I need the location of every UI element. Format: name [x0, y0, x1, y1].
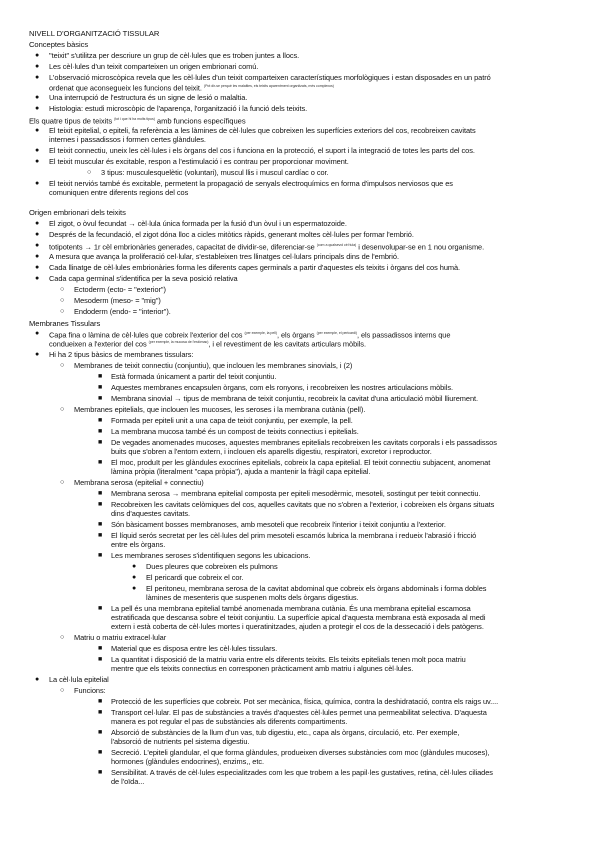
bullet-item: ● totipotents → 1r cèl embrionàries generades, capacitat de dividir-se, diferenciar-se $^{(com a qualsevol cèl\cdot lula)}$ i desenvolupar-se en 1 nou organisme. — [35, 242, 485, 252]
bullet-continuation: làmina pròpia (literalment "capa pròpia"), ajuda a mantenir la fràgil capa epitelial. — [111, 467, 371, 476]
square-bullet-icon: ■ — [98, 501, 103, 508]
square-bullet-icon: ■ — [98, 645, 103, 652]
square-bullet-item: ■ El líquid serós secretat per les cèl·lules del prim mesoteli escamós lubrica la membrana i redueix l'abrasió i fricció — [98, 531, 477, 540]
bullet-continuation: de l'oïda... — [111, 777, 145, 786]
sub-bullet-item: ○ Membranes epitelials, que inclouen les mucoses, les seroses i la membrana cutània (pell). — [60, 405, 366, 414]
bullet-icon: ● — [35, 264, 40, 271]
square-bullet-item: ■ Està formada únicament a partir del teixit conjuntiu. — [98, 372, 277, 381]
sub-bullet-item: ○ Membranes de teixit connectiu (conjuntiu), que inclouen les membranes sinovials, i (2) — [60, 361, 353, 370]
square-bullet-icon: ■ — [98, 749, 103, 756]
circle-bullet-icon: ○ — [60, 634, 65, 641]
bullet-icon: ● — [35, 180, 40, 187]
square-bullet-item: ■ Membrana serosa → membrana epitelial composta per epiteli mesodèrmic, mesoteli, sostingut per teixit connectiu. — [98, 489, 481, 498]
square-bullet-icon: ■ — [98, 729, 103, 736]
bullet-icon: ● — [35, 231, 40, 238]
bullet-icon: ● — [132, 574, 137, 581]
bullet-icon: ● — [35, 676, 40, 683]
bullet-item: ● El teixit epitelial, o epiteli, fa referència a les làmines de cèl·lules que cobreixen les superfícies exteriors del cos, recobreixen cavitats — [35, 126, 476, 135]
circle-bullet-icon: ○ — [60, 479, 65, 486]
bullet-icon: ● — [35, 253, 40, 260]
square-bullet-item: ■ Les membranes seroses s'identifiquen segons les ubicacions. — [98, 551, 311, 560]
bullet-continuation: dins d'aquestes cavitats. — [111, 509, 191, 518]
bullet-item: ● Hi ha 2 tipus bàsics de membranes tissulars: — [35, 350, 194, 359]
bullet-continuation: làmines de mesenteris que suspenen molts dels òrgans digestius. — [146, 593, 359, 602]
bullet-icon: ● — [35, 275, 40, 282]
circle-bullet-icon: ○ — [60, 286, 65, 293]
bullet-item: ● Una interrupció de l'estructura és un signe de lesió o malaltia. — [35, 93, 248, 102]
bullet-icon: ● — [35, 220, 40, 227]
bullet-item: ● Cada capa germinal s'identifica per la seva posició relativa — [35, 274, 238, 283]
square-bullet-icon: ■ — [98, 395, 103, 402]
square-bullet-item: ■ La membrana mucosa també és un compost de teixits connectius i epitelials. — [98, 427, 359, 436]
square-bullet-item: ■ Formada per epiteli unit a una capa de teixit conjuntiu, per exemple, la pell. — [98, 416, 353, 425]
square-bullet-icon: ■ — [98, 552, 103, 559]
inline-note: (per exemple, la mucosa de l'estómac) — [148, 340, 209, 344]
square-bullet-icon: ■ — [98, 532, 103, 539]
bullet-icon: ● — [35, 351, 40, 358]
square-bullet-item: ■ Aquestes membranes encapsulen òrgans, com els ronyons, i recobreixen les nostres articulacions mòbils. — [98, 383, 454, 392]
dot-bullet-item: ● El peritoneu, membrana serosa de la cavitat abdominal que cobreix els òrgans abdominals i forma dobles — [132, 584, 487, 593]
square-bullet-item: ■ De vegades anomenades mucoses, aquestes membranes epitelials recobreixen les cavitats corporals i els passadissos — [98, 438, 497, 447]
bullet-item: ● A mesura que avança la proliferació cel·lular, s'estableixen tres llinatges cel·lulars principals dins de l'embrió. — [35, 252, 399, 261]
square-bullet-icon: ■ — [98, 656, 103, 663]
square-bullet-item: ■ La pell és una membrana epitelial també anomenada membrana cutània. És una membrana epitelial escamosa — [98, 604, 471, 613]
bullet-item: ● Capa fina o làmina de cèl·lules que cobreix l'exterior del cos $^{(per exemple, la pell)}$, els òrgans $^{(per exemple, el pericardi)}$, els passadissos interns que — [35, 330, 451, 340]
bullet-icon: ● — [35, 74, 40, 81]
section-heading-membranes: Membranes Tissulars — [29, 319, 101, 328]
bullet-icon: ● — [132, 563, 137, 570]
bullet-icon: ● — [35, 52, 40, 59]
inline-note: (Pot dir-se perquè les malalties, els teixits aparentment organitzats, més complexos) — [203, 84, 334, 88]
section-heading-basic: Conceptes bàsics — [29, 40, 89, 49]
bullet-continuation: condueixen a l'exterior del cos $^{(per exemple, la mucosa de l'estómac)}$, i el revestiment de les cavitats articulars mòbils. — [49, 339, 366, 349]
bullet-item: ● El teixit nerviós també és excitable, permetent la propagació de senyals electroquímics en forma d'impulsos nerviosos que es — [35, 179, 453, 188]
bullet-icon: ● — [132, 585, 137, 592]
square-bullet-icon: ■ — [98, 490, 103, 497]
bullet-item: ● Les cèl·lules d'un teixit comparteixen un origen embrionari comú. — [35, 62, 259, 71]
bullet-item: ● El teixit muscular és excitable, respon a l'estimulació i es contrau per proporcionar moviment. — [35, 157, 349, 166]
bullet-item: ● L'observació microscòpica revela que les cèl·lules d'un teixit comparteixen característiques morfològiques i estan disposades en un patró — [35, 73, 491, 82]
dot-bullet-item: ● Dues pleures que cobreixen els pulmons — [132, 562, 278, 571]
bullet-continuation: hormones (glàndules endocrines), enzims,, etc. — [111, 757, 264, 766]
square-bullet-icon: ■ — [98, 698, 103, 705]
bullet-icon: ● — [35, 330, 40, 337]
inline-note: (per exemple, la pell) — [244, 331, 277, 335]
square-bullet-item: ■ Absorció de substàncies de la llum d'un vas, tub digestiu, etc., capa als òrgans, circulació, etc. Per exemple, — [98, 728, 460, 737]
square-bullet-item: ■ Secreció. L'epiteli glandular, el que forma glàndules, produeixen diverses substàncies com moc (glàndules mucoses), — [98, 748, 490, 757]
sub-bullet-item: ○ Ectoderm (ecto- = "exterior") — [60, 285, 166, 294]
sub-bullet-item: ○ Membrana serosa (epitelial + connectiu) — [60, 478, 204, 487]
bullet-continuation: internes i passadissos i formen certes glàndules. — [49, 135, 206, 144]
sub-bullet-item: ○ 3 tipus: musculesquelètic (voluntari), muscul llis i muscul cardíac o cor. — [87, 168, 329, 177]
bullet-icon: ● — [35, 63, 40, 70]
bullet-continuation: mentre que els teixits connectius en corresponen pràcticament amb matriu i algunes cèl·lules. — [111, 664, 414, 673]
sub-bullet-item: ○ Matriu o matriu extracel·lular — [60, 633, 167, 642]
bullet-continuation: manera es pot regular el pas de substàncies als diferents compartiments. — [111, 717, 348, 726]
bullet-item: ● Histologia: estudi microscòpic de l'aparença, l'organització i la funció dels teixits. — [35, 104, 308, 113]
circle-bullet-icon: ○ — [60, 297, 65, 304]
section-heading-epithelial-cell: ● La cèl·lula epitelial — [35, 675, 109, 684]
circle-bullet-icon: ○ — [60, 687, 65, 694]
bullet-icon: ● — [35, 158, 40, 165]
bullet-continuation: buits que s'obren a l'entorn extern, i inclouen els aparells digestiu, respiratori, excretor i reproductor. — [111, 447, 432, 456]
sub-bullet-item: ○ Funcions: — [60, 686, 106, 695]
square-bullet-item: ■ Són bàsicament bosses membranoses, amb mesoteli que recobreix l'interior i teixit conjuntiu a l'exterior. — [98, 520, 446, 529]
sub-bullet-item: ○ Mesoderm (meso- = "mig") — [60, 296, 161, 305]
bullet-item: ● "teixit" s'utilitza per descriure un grup de cèl·lules que es troben juntes a llocs. — [35, 51, 300, 60]
bullet-item: ● El zigot, o òvul fecundat → cèl·lula única formada per la fusió d'un òvul i un espermatozoide. — [35, 219, 347, 228]
square-bullet-item: ■ Protecció de les superfícies que cobreix. Pot ser mecànica, física, química, contra la deshidratació, contra els raigs uv.... — [98, 697, 499, 706]
bullet-icon: ● — [35, 242, 40, 249]
bullet-continuation: extern i està coberta de cèl·lules mortes i queratinitzades, ajuden a protegir el cos de la dessecació i dels patògens. — [111, 622, 484, 631]
bullet-item: ● Cada llinatge de cèl·lules embrionàries forma les diferents capes germinals a partir d'aquestes els teixits i òrgans del cos humà. — [35, 263, 461, 272]
square-bullet-item: ■ Membrana sinovial → tipus de membrana de teixit conjuntiu, recobreix la cavitat d'una articulació mòbil lliurement. — [98, 394, 479, 403]
section-heading-types: Els quatre tipus de teixits $^{(tot i que hi ha molts tipus)}$ amb funcions específiques — [29, 116, 246, 126]
square-bullet-icon: ■ — [98, 459, 103, 466]
circle-bullet-icon: ○ — [60, 362, 65, 369]
document-title: NIVELL D'ORGANITZACIÓ TISSULAR — [29, 29, 160, 38]
square-bullet-item: ■ La quantitat i disposició de la matriu varia entre els diferents teixits. Els teixits epitelials tenen molt poca matriu — [98, 655, 466, 664]
square-bullet-icon: ■ — [98, 709, 103, 716]
square-bullet-item: ■ Transport cel·lular. El pas de substàncies a través d'aquestes cèl·lules permet una permeabilitat selectiva. D'aquesta — [98, 708, 487, 717]
square-bullet-icon: ■ — [98, 417, 103, 424]
bullet-continuation: entre els òrgans. — [111, 540, 166, 549]
inline-note: (per exemple, el pericardi) — [316, 331, 357, 335]
bullet-continuation: l'absorció de nutrients pel sistema digestiu. — [111, 737, 250, 746]
square-bullet-item: ■ Recobreixen les cavitats celòmiques del cos, aquelles cavitats que no s'obren a l'exterior, i cobreixen els òrgans situats — [98, 500, 495, 509]
square-bullet-item: ■ El moc, produït per les glàndules exocrines epitelials, cobreix la capa epitelial. El teixit connectiu subjacent, anomenat — [98, 458, 491, 467]
square-bullet-item: ■ Material que es disposa entre les cèl·lules tissulars. — [98, 644, 278, 653]
bullet-item: ● Després de la fecundació, el zigot dóna lloc a cicles mitòtics ràpids, generant moltes cèl·lules per formar l'embrió. — [35, 230, 414, 239]
bullet-icon: ● — [35, 147, 40, 154]
square-bullet-icon: ■ — [98, 605, 103, 612]
square-bullet-icon: ■ — [98, 384, 103, 391]
bullet-icon: ● — [35, 105, 40, 112]
circle-bullet-icon: ○ — [87, 169, 92, 176]
bullet-item: ● El teixit connectiu, uneix les cèl·lules i els òrgans del cos i funciona en la protecció, el suport i la integració de totes les parts del cos. — [35, 146, 475, 155]
bullet-continuation: estratificada que descansa sobre el teixit conjuntiu. La superfície apical d'aquesta membrana està exposada al medi — [111, 613, 486, 622]
bullet-icon: ● — [35, 94, 40, 101]
sub-bullet-item: ○ Endoderm (endo- = "interior"). — [60, 307, 171, 316]
square-bullet-icon: ■ — [98, 521, 103, 528]
circle-bullet-icon: ○ — [60, 406, 65, 413]
square-bullet-icon: ■ — [98, 373, 103, 380]
square-bullet-icon: ■ — [98, 439, 103, 446]
inline-note: (tot i que hi ha molts tipus) — [114, 117, 155, 121]
square-bullet-item: ■ Sensibilitat. A través de cèl·lules especialitzades com les que trobem a les papil·les gustatives, retina, cèl·lules ciliades — [98, 768, 493, 777]
bullet-continuation: comuniquen entre diferents regions del cos — [49, 188, 189, 197]
section-heading-origin: Origen embrionari dels teixits — [29, 208, 126, 217]
square-bullet-icon: ■ — [98, 769, 103, 776]
inline-note: (com a qualsevol cèl·lula) — [316, 243, 357, 247]
circle-bullet-icon: ○ — [60, 308, 65, 315]
bullet-icon: ● — [35, 127, 40, 134]
bullet-continuation: ordenat que aconsegueix les funcions del teixit. $^{(Pot dir-se perquè les malalties, els teixits aparentment organitzats, més complexos)}$ — [49, 83, 334, 93]
square-bullet-icon: ■ — [98, 428, 103, 435]
dot-bullet-item: ● El pericardi que cobreix el cor. — [132, 573, 244, 582]
